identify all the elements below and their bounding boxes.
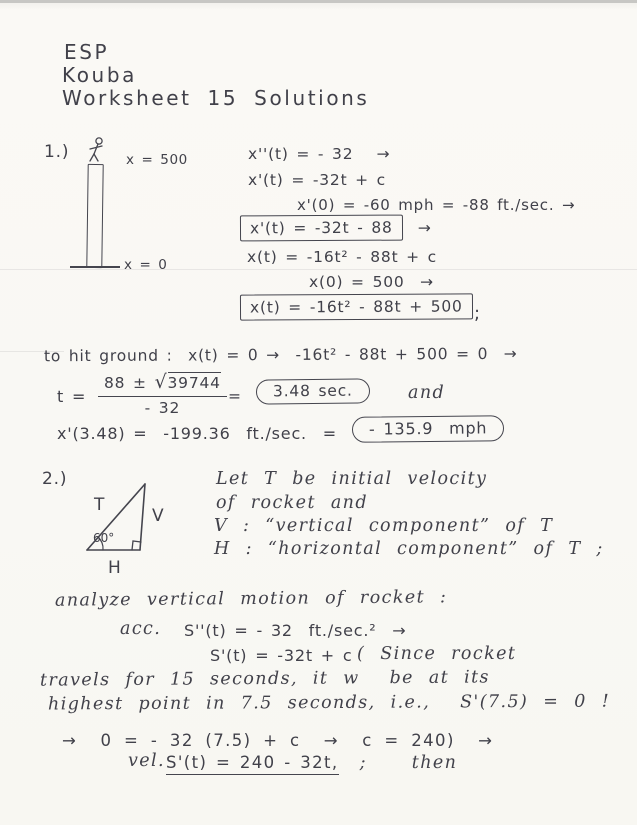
p2-then-note: ; then (359, 753, 458, 773)
p2-acceleration-eq: S''(t) = - 32 ft./sec.² → (184, 621, 407, 640)
p2-intro-line-1: Let T be initial velocity (216, 469, 488, 489)
p2-since-note: ( Since rocket (357, 644, 517, 664)
p2-body-line-1: travels for 15 seconds, it w be at its (39, 667, 490, 691)
problem1-label: 1.) (44, 142, 70, 162)
sqrt-icon: √ (154, 371, 168, 393)
quadratic-fraction (98, 371, 227, 417)
p2-acc-label: acc. (120, 619, 162, 639)
p2-final-velocity-eq: S'(t) = 240 - 32t, (166, 753, 339, 775)
tower-bottom-label: x = 0 (124, 257, 168, 273)
p1-time-answer-circled: 3.48 sec. (256, 378, 370, 404)
and-word: and (408, 383, 446, 403)
tower-top-label: x = 500 (126, 152, 188, 168)
problem2-label: 2.) (42, 469, 68, 489)
p1-final-speed-eq: x'(3.48) = -199.36 ft./sec. = (57, 424, 337, 443)
p2-velocity-eq: S'(t) = -32t + c (210, 646, 353, 665)
radicand: 39744 (167, 374, 221, 392)
p1-velocity-eq: x'(t) = -32t + c (248, 171, 387, 189)
equals-sign: = (228, 387, 242, 405)
p1-boxed-position: x(t) = -16t² - 88t + 500 (240, 293, 473, 320)
p1-boxed-velocity: x'(t) = -32t - 88 (240, 215, 403, 242)
p1-hit-ground-line: to hit ground : x(t) = 0 → -16t² - 88t + 500 = 0 → (43, 344, 518, 366)
fraction-numerator (98, 371, 227, 396)
header-line-3: Worksheet 15 Solutions (62, 86, 370, 110)
p2-solve-c-line: → 0 = - 32 (7.5) + c → c = 240) → (62, 731, 494, 750)
header-line-2: Kouba (62, 63, 137, 87)
p1-t-equals: t = (57, 387, 87, 406)
tower-diagram (86, 164, 103, 268)
ground-line (70, 266, 120, 268)
triangle-hypotenuse-label: T (94, 495, 105, 515)
p1-initial-position-eq: x(0) = 500 → (309, 273, 434, 291)
p2-vel-label: vel. (128, 751, 166, 771)
p2-body-line-2: highest point in 7.5 seconds, i.e., S'(7.5) = 0 ! (47, 691, 611, 715)
p1-initial-velocity-eq: x'(0) = -60 mph = -88 ft./sec. → (297, 196, 576, 214)
numerator-prefix: 88 ± (104, 374, 147, 392)
triangle-vertical-label: V (152, 506, 164, 526)
p1-semicolon: ; (474, 303, 481, 324)
arrow-icon: → (417, 219, 432, 237)
scan-line-artifact (0, 269, 637, 270)
triangle-angle-label: 60° (93, 531, 115, 545)
triangle-horizontal-label: H (108, 558, 121, 578)
p2-intro-line-2: of rocket and (216, 493, 368, 513)
p1-speed-answer-circled: - 135.9 mph (352, 415, 505, 443)
p2-intro-line-4: H : “horizontal component” of T ; (214, 539, 604, 559)
p1-position-eq: x(t) = -16t² - 88t + c (247, 248, 438, 266)
p2-intro-line-3: V : “vertical component” of T (214, 516, 554, 536)
triangle-diagram (78, 478, 158, 560)
header-line-1: ESP (64, 40, 110, 64)
p2-analyze-line: analyze vertical motion of rocket : (54, 587, 448, 611)
fraction-denominator: - 32 (144, 399, 181, 417)
scan-edge-artifact (0, 0, 637, 3)
stick-figure-icon (85, 136, 109, 164)
p1-acceleration-eq: x''(t) = - 32 → (248, 145, 391, 163)
